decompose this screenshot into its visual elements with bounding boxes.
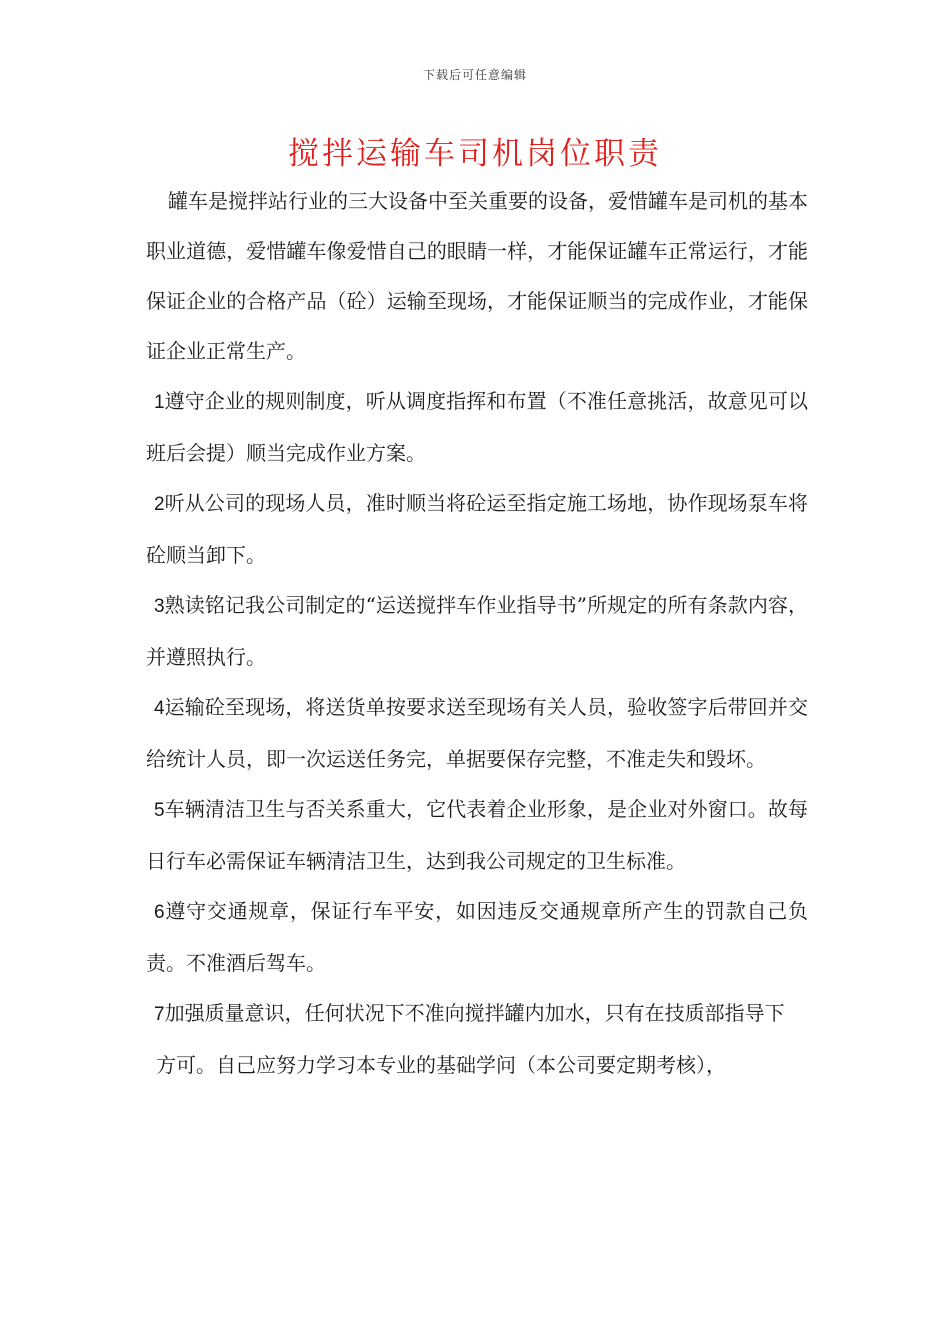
duty-item-6 — [146, 886, 808, 988]
item-text: 遵守交通规章，保证行车平安，如因违反交通规章所产生的罚款自己负责。不准酒后驾车。 — [146, 899, 808, 975]
item-number: 2 — [154, 494, 165, 515]
item-number: 4 — [154, 698, 165, 719]
item-number: 5 — [154, 800, 165, 821]
duty-item-2 — [146, 478, 808, 580]
document-title: 搅拌运输车司机岗位职责 — [288, 136, 662, 172]
item-number: 6 — [154, 902, 165, 923]
document-body — [146, 176, 808, 1090]
intro-paragraph: 罐车是搅拌站行业的三大设备中至关重要的设备，爱惜罐车是司机的基本职业道德，爱惜罐车像爱惜自己的眼睛一样，才能保证罐车正常运行，才能保证企业的合格产品（砼）运输至现场，才能保证顺当的完成作业，才能保证企业正常生产。 — [146, 189, 808, 363]
duty-item-1 — [146, 376, 808, 478]
item-text: 熟读铭记我公司制定的“运送搅拌车作业指导书”所规定的所有条款内容，并遵照执行。 — [146, 593, 808, 669]
item-number: 7 — [154, 1004, 165, 1025]
item-text: 加强质量意识，任何状况下不准向搅拌罐内加水，只有在技质部指导下 — [164, 1001, 785, 1025]
item-number: 3 — [154, 596, 165, 617]
header-note: 下载后可任意编辑 — [422, 68, 527, 82]
continuation-paragraph: 方可。自己应努力学习本专业的基础学问（本公司要定期考核）， — [156, 1053, 726, 1077]
duty-item-7 — [146, 988, 808, 1040]
duty-item-5 — [146, 784, 808, 886]
item-number: 1 — [154, 392, 165, 413]
item-text: 车辆清洁卫生与否关系重大，它代表着企业形象，是企业对外窗口。故每日行车必需保证车辆清洁卫生，达到我公司规定的卫生标准。 — [146, 797, 808, 873]
item-text: 运输砼至现场，将送货单按要求送至现场有关人员，验收签字后带回并交给统计人员，即一次运送任务完，单据要保存完整，不准走失和毁坏。 — [146, 695, 808, 771]
duty-item-4 — [146, 682, 808, 784]
item-text: 听从公司的现场人员，准时顺当将砼运至指定施工场地，协作现场泵车将砼顺当卸下。 — [146, 491, 808, 567]
duty-item-3 — [146, 580, 808, 682]
item-text: 遵守企业的规则制度，听从调度指挥和布置（不准任意挑活，故意见可以班后会提）顺当完成作业方案。 — [146, 389, 808, 465]
